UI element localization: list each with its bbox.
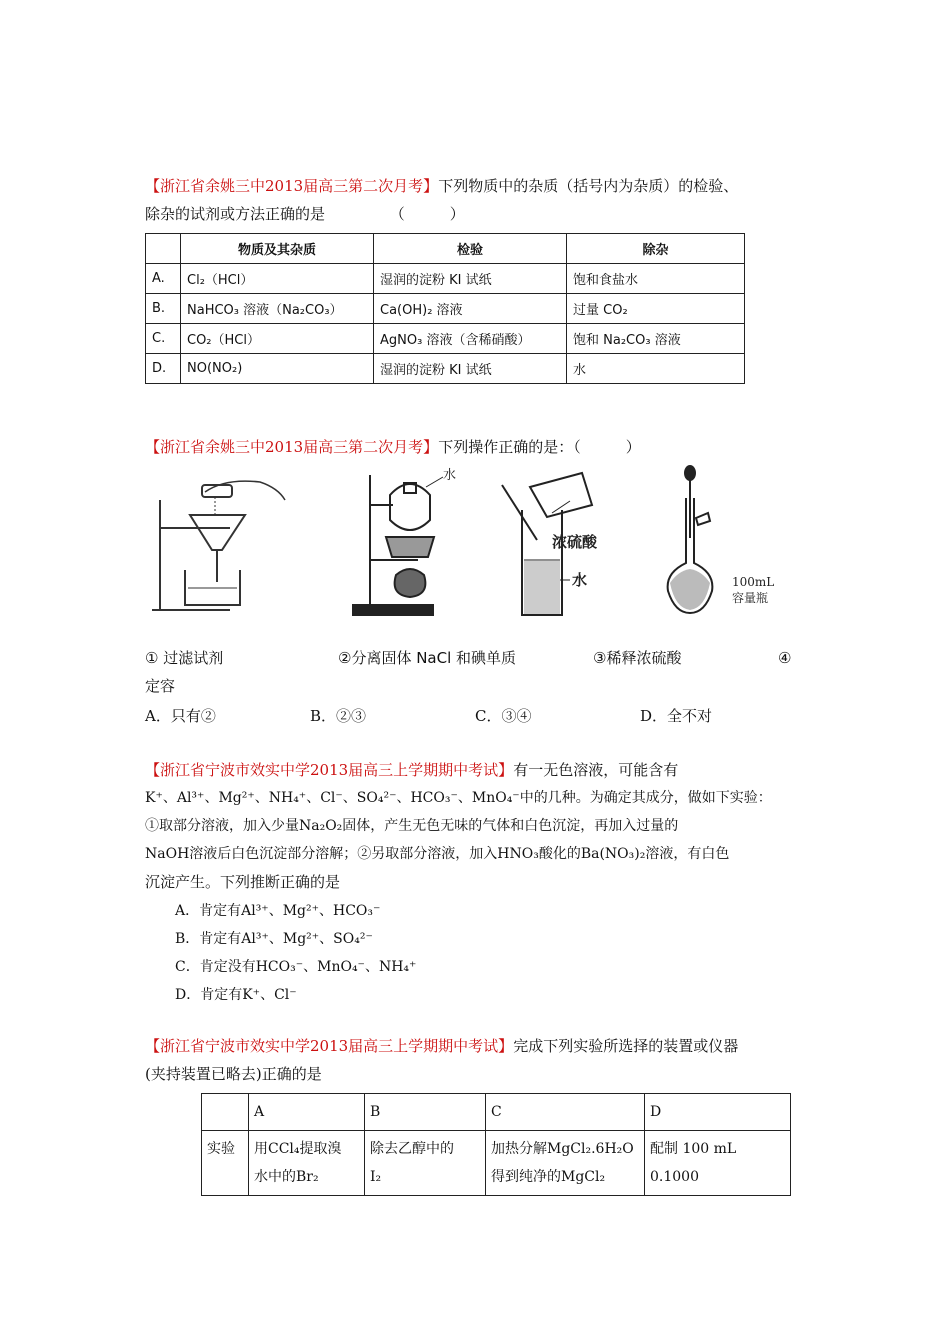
fig4-flask-label: 容量瓶 (732, 591, 769, 605)
q1-stem-a: 下列物质中的杂质（括号内为杂质）的检验、 (438, 177, 739, 195)
q1-line2 (145, 204, 465, 224)
q3-source: 【浙江省宁波市效实中学2013届高三上学期期中考试】 (145, 761, 514, 779)
q4-cell-d-2: 0.1000 (650, 1169, 699, 1185)
q1-cell: 水 (567, 354, 745, 384)
q1-cell: B. (146, 294, 181, 324)
q4-cell-a-2: 水中的Br₂ (254, 1169, 319, 1185)
q1-table (145, 233, 745, 384)
q3-stem1: 有一无色溶液，可能含有 (513, 761, 679, 779)
q4-h4: D (645, 1094, 791, 1131)
q2-option-a[interactable]: A．只有② (145, 707, 216, 725)
q1-cell: Cl₂（HCl） (181, 264, 374, 294)
q4-cell-d-1: 配制 100 mL (650, 1141, 737, 1157)
sublimation-figure (348, 465, 478, 620)
caption-4b: 定容 (145, 677, 176, 695)
q1-cell: Ca(OH)₂ 溶液 (374, 294, 567, 324)
q1-row-a (146, 264, 745, 294)
q1-cell: C. (146, 324, 181, 354)
q1-stem-b: 除杂的试剂或方法正确的是 (145, 205, 326, 223)
q4-h2: B (365, 1094, 486, 1131)
q4-cell-c (486, 1131, 645, 1196)
fig2-water-label: 水 (443, 468, 457, 483)
q4-cell-a (249, 1131, 365, 1196)
q2-option-d[interactable]: D．全不对 (640, 707, 713, 725)
q1-h1: 物质及其杂质 (181, 234, 374, 264)
filtration-figure (150, 470, 290, 615)
q1-paren: （ ） (389, 205, 465, 223)
q4-cell-b-1: 除去乙醇中的 (370, 1141, 454, 1157)
q4-source: 【浙江省宁波市效实中学2013届高三上学期期中考试】 (145, 1037, 514, 1055)
caption-1: ① 过滤试剂 (145, 649, 224, 667)
q4-cell-b (365, 1131, 486, 1196)
q1-cell: 湿润的淀粉 KI 试纸 (374, 264, 567, 294)
q1-row-c (146, 324, 745, 354)
q3-line4: NaOH溶液后白色沉淀部分溶解；②另取部分溶液，加入HNO₃酸化的Ba(NO₃)₂溶液，有白色 (145, 846, 730, 862)
q4-cell-c-1: 加热分解MgCl₂.6H₂O (491, 1141, 634, 1157)
q2-option-b[interactable]: B．②③ (310, 707, 367, 725)
q4-cell-b-2: I₂ (370, 1169, 382, 1185)
q2-line1 (145, 437, 641, 457)
q1-cell: NO(NO₂) (181, 354, 374, 384)
q1-cell: AgNO₃ 溶液（含稀硝酸） (374, 324, 567, 354)
q3-line2: K⁺、Al³⁺、Mg²⁺、NH₄⁺、Cl⁻、SO₄²⁻、HCO₃⁻、MnO₄⁻中的几种。为确定其成分，做如下实验： (145, 790, 772, 806)
volumetric-flask-figure (660, 463, 790, 623)
q3-option-b[interactable]: B．肯定有Al³⁺、Mg²⁺、SO₄²⁻ (175, 931, 373, 947)
q1-line1 (145, 176, 738, 196)
q4-cell-a-1: 用CCl₄提取溴 (254, 1141, 342, 1157)
q1-cell: A. (146, 264, 181, 294)
fig3-water-label: 水 (572, 571, 588, 589)
q4-row-label: 实验 (202, 1131, 249, 1196)
q3-option-c[interactable]: C．肯定没有HCO₃⁻、MnO₄⁻、NH₄⁺ (175, 959, 417, 975)
q1-cell: CO₂（HCl） (181, 324, 374, 354)
q1-source: 【浙江省余姚三中2013届高三第二次月考】 (145, 177, 439, 195)
caption-4: ④ (778, 649, 792, 667)
caption-3: ③稀释浓硫酸 (593, 649, 682, 667)
q4-stem1: 完成下列实验所选择的装置或仪器 (513, 1037, 739, 1055)
q1-cell: 饱和食盐水 (567, 264, 745, 294)
q3-line3: ①取部分溶液，加入少量Na₂O₂固体，产生无色无味的气体和白色沉淀，再加入过量的 (145, 818, 679, 834)
q2-stem: 下列操作正确的是：（ ） (438, 438, 641, 456)
q1-row-b (146, 294, 745, 324)
q3-line1 (145, 760, 678, 780)
q1-h0 (146, 234, 181, 264)
q4-line2: (夹持装置已略去)正确的是 (145, 1065, 322, 1083)
q4-line1 (145, 1036, 738, 1056)
q4-h0 (202, 1094, 249, 1131)
q4-h1: A (249, 1094, 365, 1131)
q1-row-d (146, 354, 745, 384)
q3-line5: 沉淀产生。下列推断正确的是 (145, 873, 341, 891)
q1-cell: NaHCO₃ 溶液（Na₂CO₃） (181, 294, 374, 324)
q2-option-c[interactable]: C．③④ (475, 707, 532, 725)
q3-option-a[interactable]: A．肯定有Al³⁺、Mg²⁺、HCO₃⁻ (175, 903, 381, 919)
q4-h3: C (486, 1094, 645, 1131)
q4-table (201, 1093, 791, 1196)
dilution-figure (492, 465, 627, 620)
caption-2: ②分离固体 NaCl 和碘单质 (338, 649, 517, 667)
q1-cell: D. (146, 354, 181, 384)
fig3-acid-label: 浓硫酸 (552, 533, 598, 551)
q1-h3: 除杂 (567, 234, 745, 264)
fig4-volume-label: 100mL (732, 575, 775, 589)
q2-source: 【浙江省余姚三中2013届高三第二次月考】 (145, 438, 439, 456)
q1-h2: 检验 (374, 234, 567, 264)
q1-cell: 湿润的淀粉 KI 试纸 (374, 354, 567, 384)
q1-cell: 饱和 Na₂CO₃ 溶液 (567, 324, 745, 354)
q1-cell: 过量 CO₂ (567, 294, 745, 324)
q4-cell-c-2: 得到纯净的MgCl₂ (491, 1169, 606, 1185)
q3-option-d[interactable]: D．肯定有K⁺、Cl⁻ (175, 987, 297, 1003)
q4-cell-d (645, 1131, 791, 1196)
